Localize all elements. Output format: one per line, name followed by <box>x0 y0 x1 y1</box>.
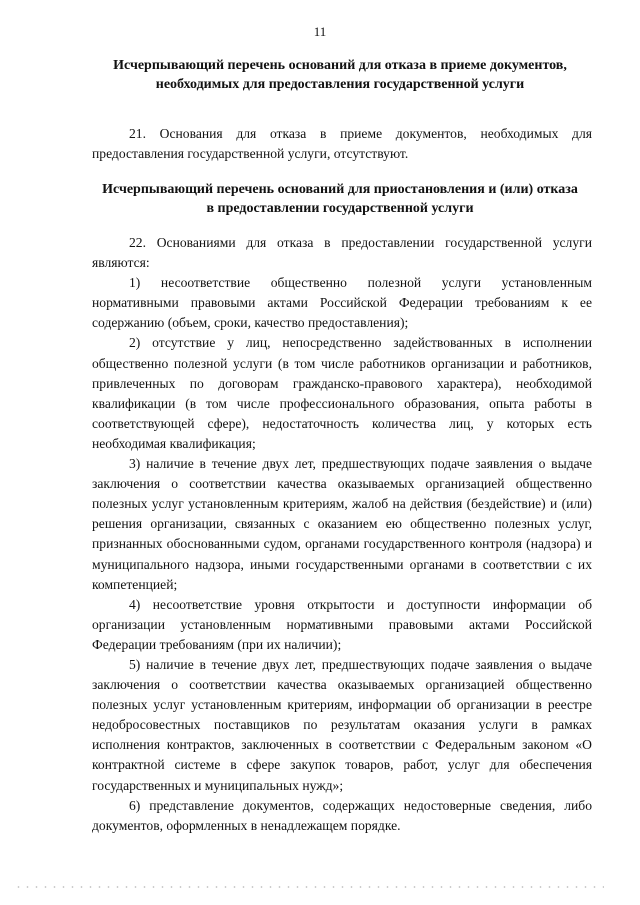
list-item-6: 6) представление документов, содержащих недостоверные сведения, либо документов, оформленных в ненадлежащем порядке. <box>92 797 592 833</box>
list-item-3: 3) наличие в течение двух лет, предшествующих подаче заявления о выдаче заключения о соответствии качества оказываемых организацией общественно полезных услуг установленным критериям, жалоб на действия (бездействие) и (или) решения организации, связанных с оказанием ею общественно полезных услуг, признанных обоснованными судом, органами государственного контроля (надзора) и муниципального надзора, иными государственными органами в соответствии с их компетенцией; <box>92 456 592 592</box>
paragraph-22 <box>92 233 592 836</box>
list-item-4: 4) несоответствие уровня открытости и доступности информации об организации установленным нормативными правовыми актами Российской Федерации требованиям (при их наличии); <box>92 596 592 652</box>
page-number: 11 <box>313 24 327 39</box>
paragraph-21 <box>92 124 592 164</box>
section-heading-suspension-refusal: Исчерпывающий перечень оснований для приостановления и (или) отказа в предоставлении государственной услуги <box>102 182 578 216</box>
scan-artifact-line <box>14 884 604 890</box>
list-item-2: 2) отсутствие у лиц, непосредственно задействованных в исполнении общественно полезной услуги (в том числе работников организации и работников, привлеченных по договорам гражданско-правового характера), необходимой квалификации (в том числе профессионального образования, опыта работы в соответствующей сфере), недостаточность количества лиц, у которых есть необходимая квалификация; <box>92 335 592 451</box>
list-item-5: 5) наличие в течение двух лет, предшествующих подаче заявления о выдаче заключения о соответствии качества оказываемых организацией общественно полезных услуг установленным критериям, информации об организации в реестре недобросовестных поставщиков по результатам оказания услуги в рамках исполнения контрактов, заключенных в соответствии с Федеральным законом «О контрактной системе в сфере закупок товаров, работ, услуг для обеспечения государственных и муниципальных нужд»; <box>92 656 592 793</box>
list-item-1: 1) несоответствие общественно полезной услуги установленным нормативными правовыми актами Российской Федерации требованиям к ее содержанию (объем, сроки, качество предоставления); <box>92 275 592 331</box>
paragraph-21-text: 21. Основания для отказа в приеме документов, необходимых для предоставления государственной услуги, отсутствуют. <box>92 126 592 162</box>
section-heading-refusal-acceptance: Исчерпывающий перечень оснований для отказа в приеме документов, необходимых для предоставления государственной услуги <box>113 58 567 92</box>
paragraph-22-intro: 22. Основаниями для отказа в предоставлении государственной услуги являются: <box>92 235 592 271</box>
